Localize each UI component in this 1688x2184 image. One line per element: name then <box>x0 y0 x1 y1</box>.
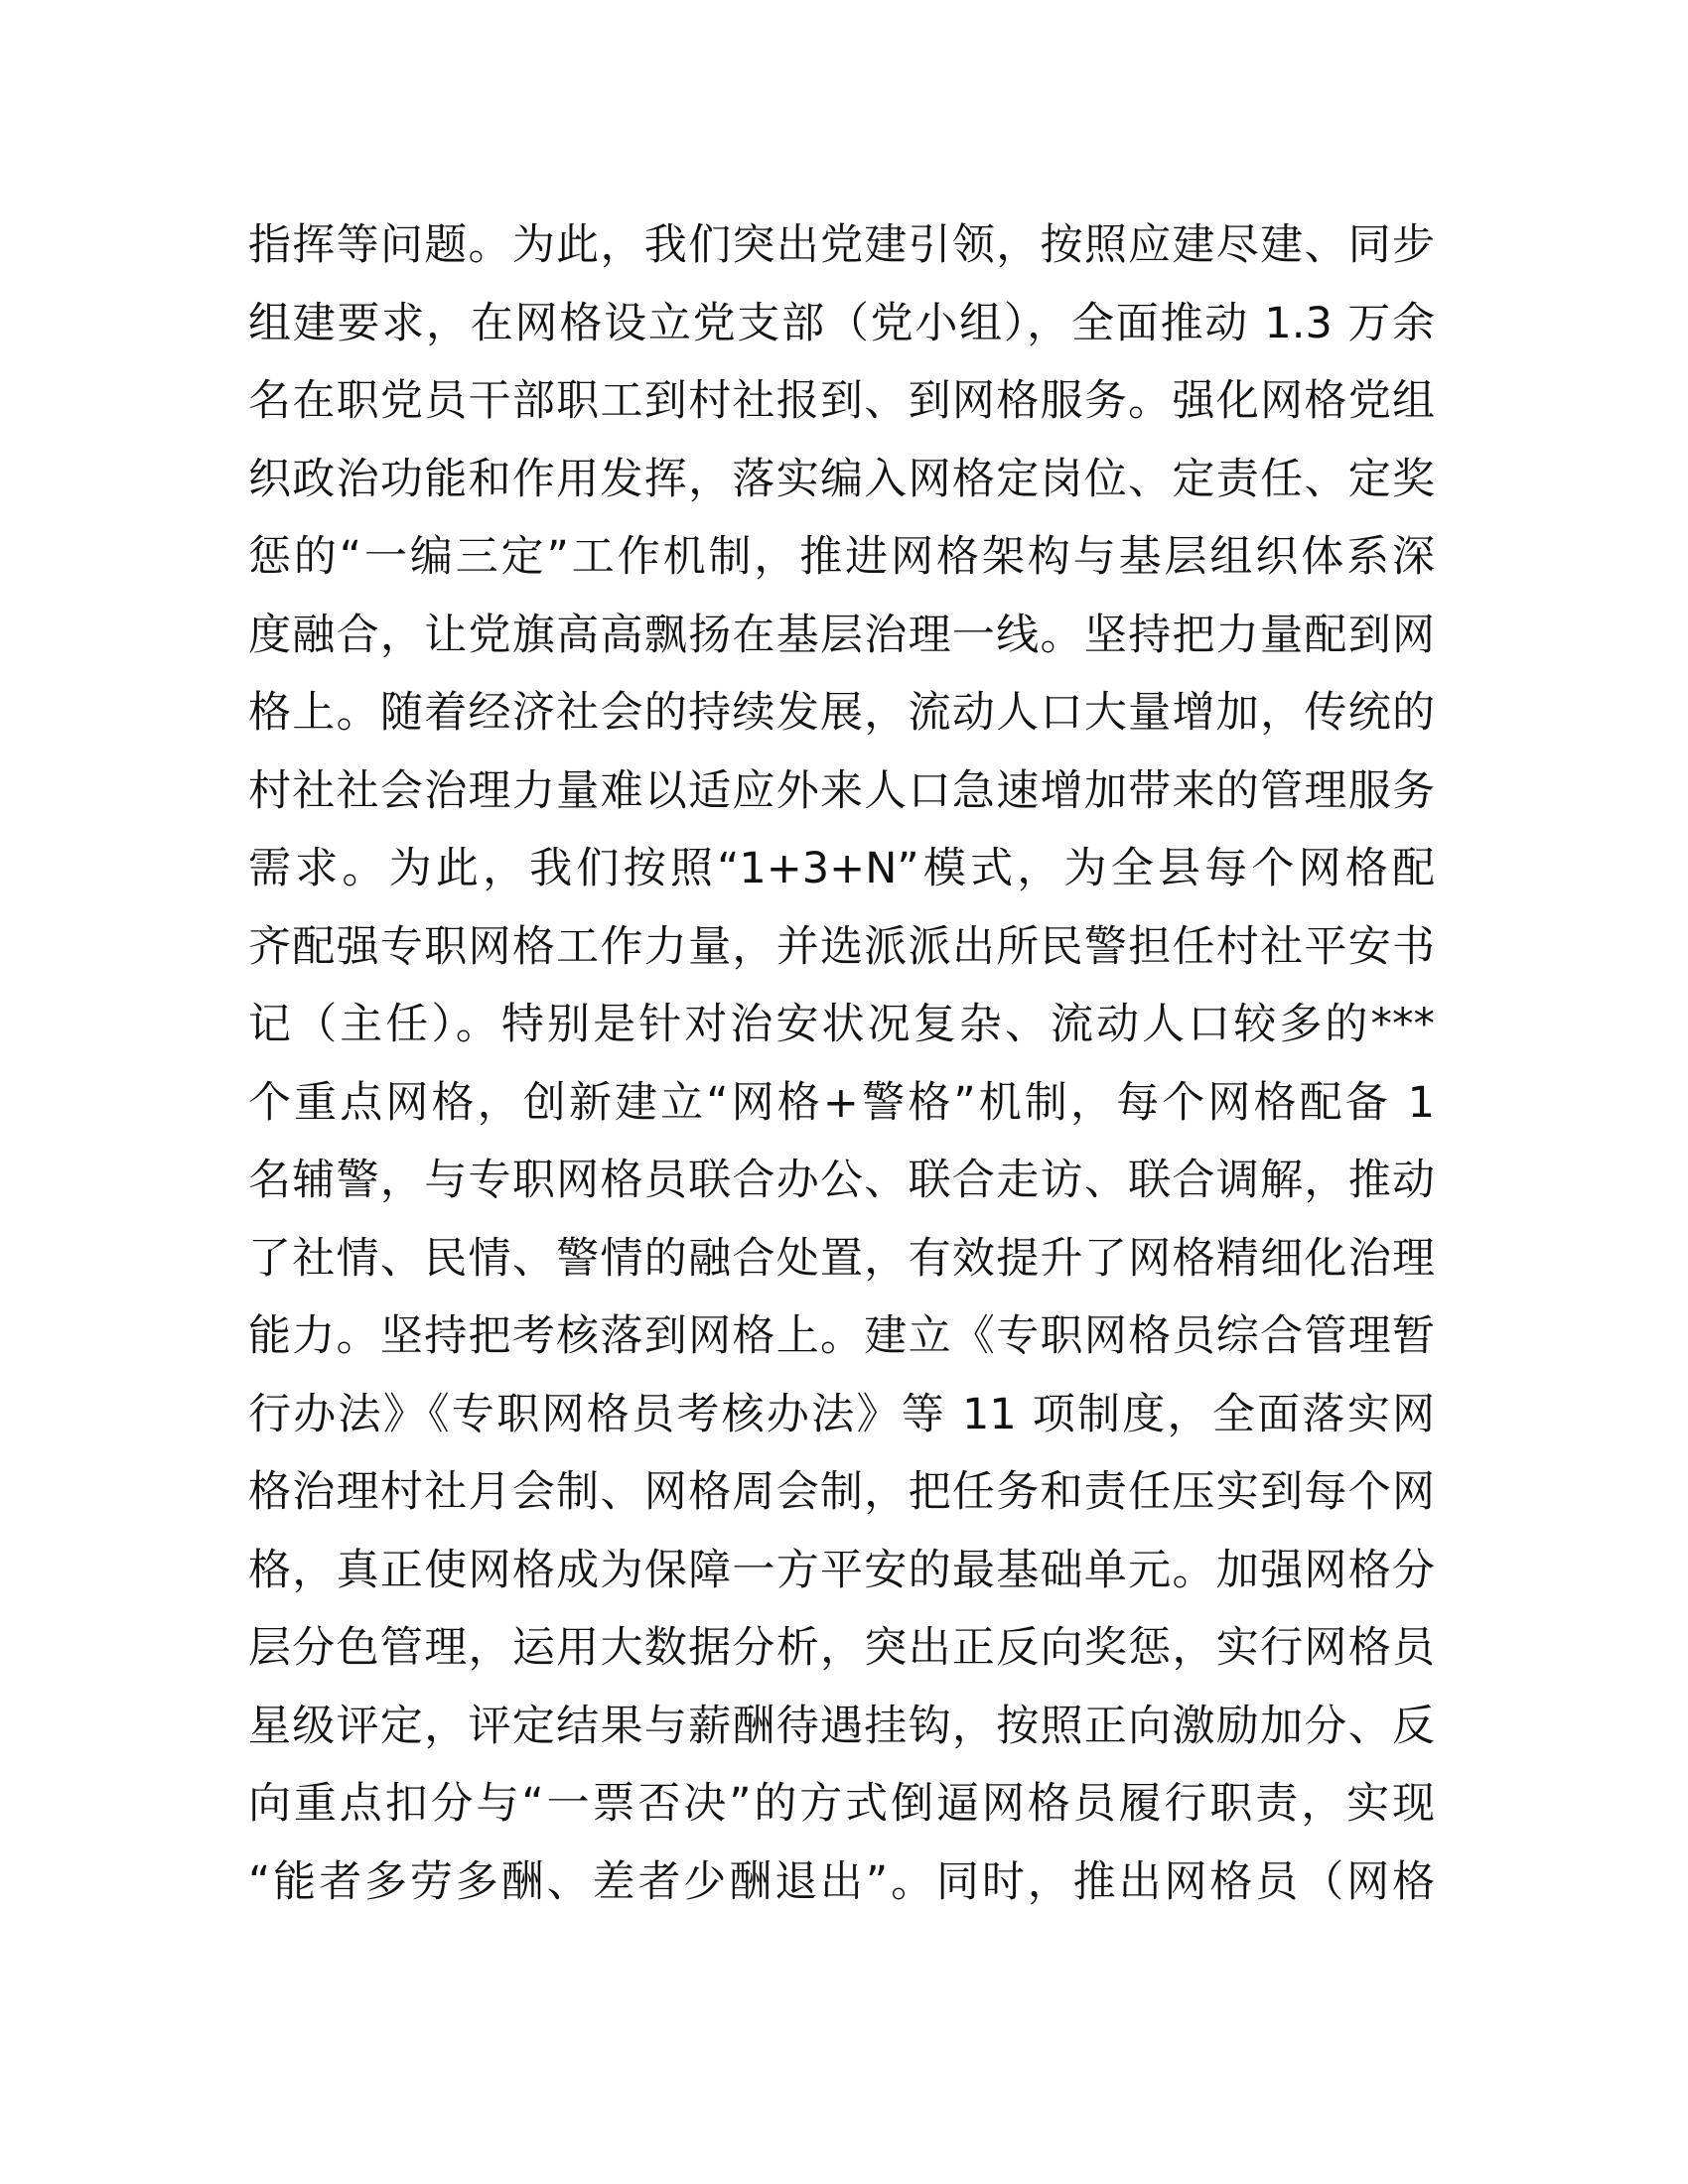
text-line: 惩的“一编三定”工作机制，推进网格架构与基层组织体系深 <box>248 532 1435 582</box>
body-paragraph <box>248 206 1435 1921</box>
text-line: 能力。坚持把考核落到网格上。建立《专职网格员综合管理暂 <box>248 1311 1435 1361</box>
text-line: 行办法》《专职网格员考核办法》等 11 项制度，全面落实网 <box>248 1389 1435 1439</box>
text-line: 格上。随着经济社会的持续发展，流动人口大量增加，传统的 <box>248 688 1435 738</box>
text-line: “能者多劳多酬、差者少酬退出”。同时，推出网格员（网格 <box>248 1856 1435 1907</box>
text-line: 星级评定，评定结果与薪酬待遇挂钩，按照正向激励加分、反 <box>248 1701 1435 1751</box>
text-line: 齐配强专职网格工作力量，并选派派出所民警担任村社平安书 <box>248 921 1435 972</box>
text-line: 名辅警，与专职网格员联合办公、联合走访、联合调解，推动 <box>248 1156 1435 1205</box>
text-line: 格，真正使网格成为保障一方平安的最基础单元。加强网格分 <box>248 1545 1435 1595</box>
text-line: 度融合，让党旗高高飘扬在基层治理一线。坚持把力量配到网 <box>248 610 1435 660</box>
text-line: 记（主任）。特别是针对治安状况复杂、流动人口较多的*** <box>248 1000 1435 1049</box>
text-line: 格治理村社月会制、网格周会制，把任务和责任压实到每个网 <box>248 1467 1435 1517</box>
text-line: 指挥等问题。为此，我们突出党建引领，按照应建尽建、同步 <box>248 220 1435 270</box>
text-line: 村社社会治理力量难以适应外来人口急速增加带来的管理服务 <box>248 765 1435 816</box>
text-line: 向重点扣分与“一票否决”的方式倒逼网格员履行职责，实现 <box>248 1779 1435 1829</box>
text-line: 了社情、民情、警情的融合处置，有效提升了网格精细化治理 <box>248 1233 1435 1284</box>
text-line: 需求。为此，我们按照“1+3+N”模式，为全县每个网格配 <box>248 844 1435 893</box>
text-line: 个重点网格，创新建立“网格+警格”机制，每个网格配备 1 <box>248 1077 1435 1128</box>
text-line: 织政治功能和作用发挥，落实编入网格定岗位、定责任、定奖 <box>248 454 1435 504</box>
text-line: 名在职党员干部职工到村社报到、到网格服务。强化网格党组 <box>248 376 1435 426</box>
text-line: 层分色管理，运用大数据分析，突出正反向奖惩，实行网格员 <box>248 1623 1435 1673</box>
text-line: 组建要求，在网格设立党支部（党小组），全面推动 1.3 万余 <box>248 298 1435 348</box>
